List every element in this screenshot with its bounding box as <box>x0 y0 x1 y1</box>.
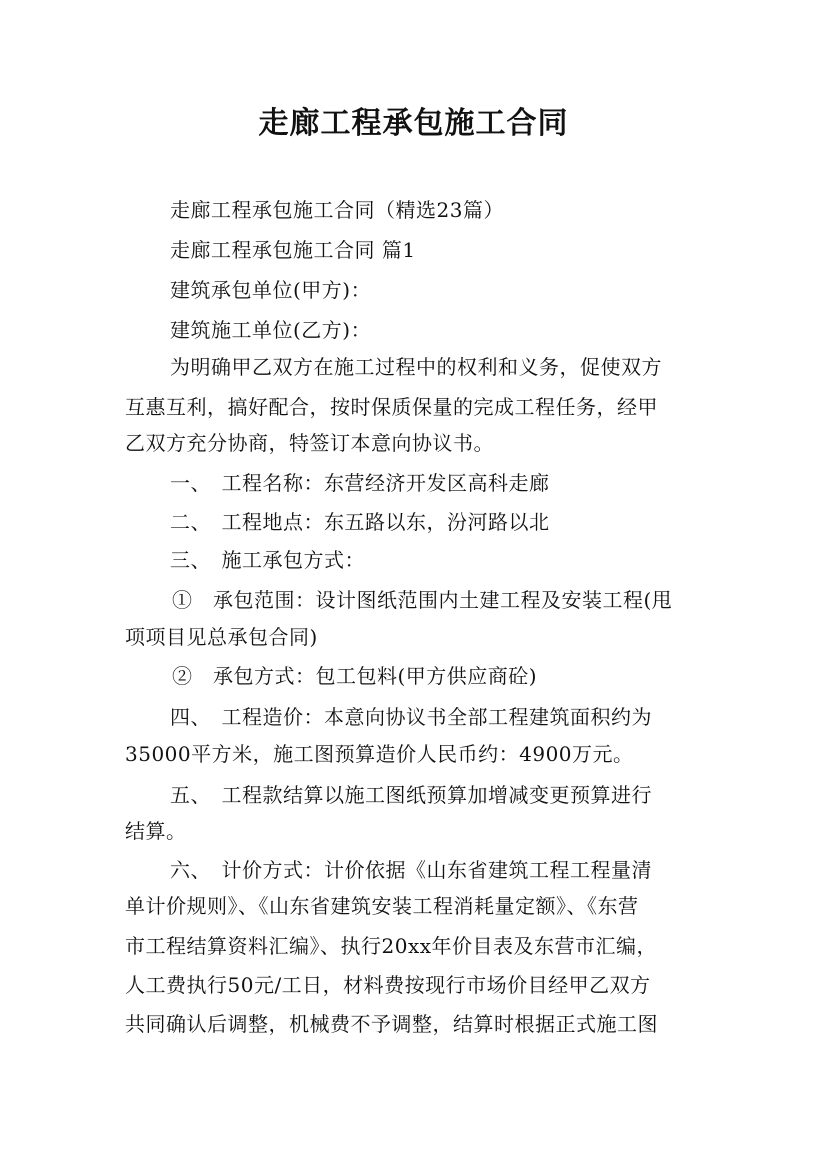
clause-line: 共同确认后调整，机械费不予调整，结算时根据正式施工图 <box>125 1012 658 1036</box>
party-b-line: 建筑施工单位(乙方)： <box>170 318 372 342</box>
paragraph-line: 为明确甲乙双方在施工过程中的权利和义务，促使双方 <box>170 355 662 379</box>
clause-line: 五、 工程款结算以施工图纸预算加增减变更预算进行 <box>170 783 652 807</box>
clause-line: 35000平方米，施工图预算造价人民币约：4900万元。 <box>125 742 634 766</box>
paragraph-line: 互惠互利，搞好配合，按时保质保量的完成工程任务，经甲 <box>125 395 658 419</box>
subtitle-line: 走廊工程承包施工合同（精选23篇） <box>170 198 504 222</box>
clause-line: 结算。 <box>125 819 187 843</box>
paragraph-line: 乙双方充分协商，特签订本意向协议书。 <box>125 431 494 455</box>
clause-line: 六、 计价方式：计价依据《山东省建筑工程工程量清 <box>170 858 652 882</box>
clause-line: ② 承包方式：包工包料(甲方供应商砼) <box>172 664 538 688</box>
clause-line: 项项目见总承包合同) <box>125 625 318 649</box>
clause-line: 四、 工程造价：本意向协议书全部工程建筑面积约为 <box>170 705 652 729</box>
party-a-line: 建筑承包单位(甲方)： <box>170 278 372 302</box>
clause-line: 单计价规则》、《山东省建筑安装工程消耗量定额》、《东营 <box>125 894 639 918</box>
clause-line: 一、 工程名称：东营经济开发区高科走廊 <box>170 471 550 495</box>
clause-line: 二、 工程地点：东五路以东，汾河路以北 <box>170 510 550 534</box>
clause-line: 三、 施工承包方式： <box>170 548 365 572</box>
clause-line: 市工程结算资料汇编》、执行20xx年价目表及东营市汇编， <box>125 934 658 958</box>
document-title: 走廊工程承包施工合同 <box>258 106 569 141</box>
clause-line: 人工费执行50元/工日，材料费按现行市场价目经甲乙双方 <box>125 973 651 997</box>
clause-line: ① 承包范围：设计图纸范围内土建工程及安装工程(甩 <box>172 588 673 612</box>
section-heading: 走廊工程承包施工合同 篇1 <box>170 238 416 262</box>
